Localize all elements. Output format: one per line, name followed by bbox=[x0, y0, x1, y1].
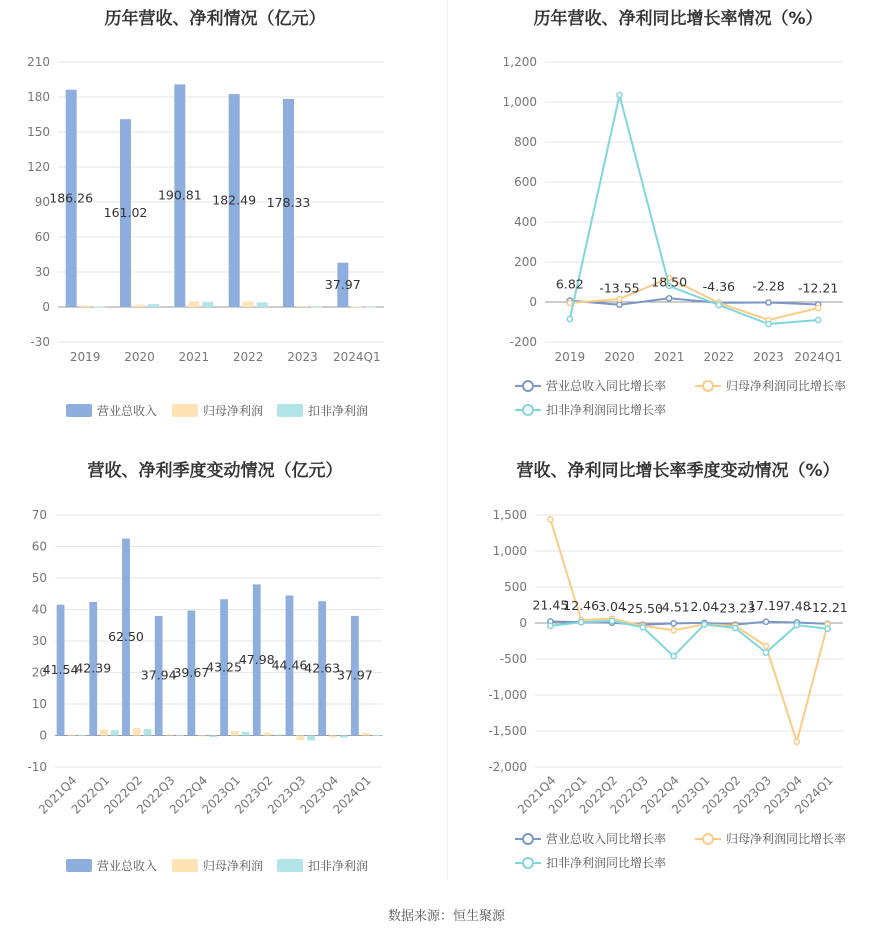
bar-deducted-profit bbox=[209, 736, 217, 738]
annual-amount-svg bbox=[0, 0, 430, 430]
legend-swatch bbox=[172, 859, 198, 872]
bar-data-label: 190.81 bbox=[157, 187, 202, 203]
legend-label: 归母净利润同比增长率 bbox=[726, 832, 847, 846]
bar-data-label: 39.67 bbox=[173, 665, 210, 681]
line-data-label: 21.45 bbox=[532, 597, 569, 613]
x-tick-label: 2019 bbox=[554, 350, 586, 364]
line-point bbox=[640, 625, 645, 630]
legend-label: 扣非净利润 bbox=[308, 859, 369, 873]
x-tick-label: 2022Q4 bbox=[638, 773, 682, 817]
bar-data-label: 37.97 bbox=[336, 667, 373, 683]
x-tick-label: 2021 bbox=[653, 350, 685, 364]
line-data-label: -4.36 bbox=[702, 278, 736, 294]
y-tick-label: 1,000 bbox=[492, 544, 527, 558]
bar-net-profit bbox=[297, 306, 308, 307]
y-tick-label: 120 bbox=[27, 160, 50, 174]
x-tick-label: 2021 bbox=[178, 350, 210, 364]
x-tick-label: 2022 bbox=[703, 350, 735, 364]
line-point bbox=[733, 625, 738, 630]
bar-data-label: 37.97 bbox=[324, 276, 361, 292]
y-tick-label: 40 bbox=[31, 602, 47, 617]
y-tick-label: 0 bbox=[42, 300, 50, 314]
y-tick-label: -500 bbox=[499, 652, 527, 666]
legend-marker bbox=[523, 858, 533, 868]
line-data-label: -4.51 bbox=[657, 599, 690, 615]
line-point bbox=[794, 739, 799, 744]
bar-deducted-profit bbox=[148, 304, 159, 307]
y-tick-label: 0 bbox=[529, 295, 537, 309]
line-point bbox=[617, 296, 622, 301]
bar-deducted-profit bbox=[365, 307, 376, 308]
line-point bbox=[763, 650, 768, 655]
y-tick-label: 210 bbox=[27, 55, 50, 69]
y-tick-label: 180 bbox=[27, 90, 50, 104]
line-data-label: 12.46 bbox=[563, 598, 600, 614]
line-point bbox=[671, 628, 676, 633]
y-tick-label: 600 bbox=[514, 175, 537, 189]
quarterly-amount-svg bbox=[0, 452, 430, 882]
quarterly-growth-chart bbox=[463, 452, 893, 882]
bar-data-label: 42.63 bbox=[304, 660, 341, 676]
line-point bbox=[766, 300, 771, 305]
bar-deducted-profit bbox=[94, 307, 105, 308]
x-tick-label: 2024Q1 bbox=[792, 773, 836, 817]
line-net-growth bbox=[550, 519, 827, 741]
line-point bbox=[567, 300, 572, 305]
y-tick-label: -1,000 bbox=[488, 688, 527, 702]
x-tick-label: 2024Q1 bbox=[333, 350, 381, 364]
line-data-label: 2.04 bbox=[690, 598, 719, 614]
line-data-label: 17.19 bbox=[748, 597, 784, 613]
x-tick-label: 2020 bbox=[124, 350, 155, 364]
line-point bbox=[763, 643, 768, 648]
bar-net-profit bbox=[67, 735, 75, 736]
line-data-label: -12.21 bbox=[798, 280, 839, 296]
line-point bbox=[763, 619, 768, 624]
x-tick-label: 2024Q1 bbox=[330, 773, 374, 817]
y-tick-label: 30 bbox=[31, 634, 47, 648]
legend-swatch bbox=[277, 404, 303, 417]
bar-net-profit bbox=[166, 735, 174, 736]
line-point bbox=[671, 621, 676, 626]
bar-net-profit bbox=[264, 733, 272, 736]
line-deducted-growth bbox=[550, 621, 827, 656]
legend-label: 归母净利润 bbox=[203, 859, 264, 873]
bar-deducted-profit bbox=[78, 735, 86, 736]
legend-swatch bbox=[277, 859, 303, 872]
bar-data-label: 186.26 bbox=[49, 190, 94, 206]
line-point bbox=[609, 618, 614, 623]
bar-net-profit bbox=[100, 730, 108, 736]
legend-marker bbox=[703, 834, 713, 844]
legend-label: 扣非净利润 bbox=[308, 404, 369, 418]
y-tick-label: -30 bbox=[30, 335, 50, 349]
bar-data-label: 178.33 bbox=[266, 194, 311, 210]
quarterly-growth-svg bbox=[463, 452, 893, 882]
legend-label: 归母净利润同比增长率 bbox=[726, 379, 847, 393]
line-data-label: -2.28 bbox=[752, 278, 785, 294]
x-tick-label: 2023Q4 bbox=[297, 773, 342, 817]
x-tick-label: 2023Q3 bbox=[730, 773, 775, 817]
line-point bbox=[617, 92, 622, 97]
bar-deducted-profit bbox=[144, 729, 152, 736]
y-tick-label: 60 bbox=[31, 539, 47, 554]
bar-net-profit bbox=[133, 728, 141, 735]
line-point bbox=[667, 296, 672, 301]
bar-data-label: 47.98 bbox=[238, 651, 275, 667]
bar-net-profit bbox=[351, 306, 362, 307]
bar-data-label: 62.50 bbox=[108, 629, 144, 645]
legend-label: 扣非净利润同比增长率 bbox=[546, 403, 667, 417]
y-tick-label: 500 bbox=[504, 580, 527, 594]
bar-deducted-profit bbox=[242, 732, 250, 736]
y-tick-label: 1,200 bbox=[502, 55, 537, 69]
y-tick-label: 20 bbox=[31, 665, 47, 680]
y-tick-label: 60 bbox=[34, 230, 50, 244]
legend-label: 扣非净利润同比增长率 bbox=[546, 856, 667, 870]
x-tick-label: 2023Q2 bbox=[699, 773, 744, 817]
bar-data-label: 182.49 bbox=[212, 192, 257, 208]
y-tick-label: -1,500 bbox=[488, 724, 527, 738]
legend-marker bbox=[523, 405, 533, 415]
legend-marker bbox=[523, 834, 533, 844]
y-tick-label: 1,500 bbox=[492, 508, 527, 522]
x-tick-label: 2023Q2 bbox=[232, 773, 276, 817]
bar-deducted-profit bbox=[257, 302, 268, 307]
legend-swatch bbox=[66, 404, 92, 417]
line-point bbox=[816, 317, 821, 322]
bar-data-label: 44.46 bbox=[271, 657, 308, 673]
bar-net-profit bbox=[231, 731, 239, 735]
line-point bbox=[548, 623, 553, 628]
x-tick-label: 2022Q2 bbox=[576, 773, 621, 817]
bar-net-profit bbox=[134, 305, 145, 307]
x-tick-label: 2023Q4 bbox=[761, 773, 805, 817]
line-point bbox=[617, 302, 622, 307]
x-tick-label: 2021Q4 bbox=[514, 773, 559, 817]
bar-deducted-profit bbox=[373, 735, 381, 736]
y-tick-label: -2,000 bbox=[488, 760, 527, 774]
chart-title: 营收、净利季度变动情况（亿元） bbox=[87, 461, 343, 481]
x-tick-label: 2022 bbox=[232, 350, 264, 364]
legend-marker bbox=[703, 381, 713, 391]
bar-data-label: 42.39 bbox=[75, 660, 112, 676]
bar-deducted-profit bbox=[311, 307, 322, 308]
y-tick-label: 70 bbox=[31, 508, 47, 522]
y-tick-label: 90 bbox=[34, 195, 50, 209]
bar-data-label: 37.94 bbox=[140, 667, 177, 683]
legend-label: 营业总收入同比增长率 bbox=[546, 832, 667, 846]
legend-marker bbox=[523, 381, 533, 391]
line-point bbox=[816, 305, 821, 310]
x-tick-label: 2022Q3 bbox=[607, 773, 651, 817]
line-data-label: -23.23 bbox=[715, 600, 756, 616]
bar-net-profit bbox=[329, 736, 337, 738]
x-tick-label: 2022Q1 bbox=[68, 773, 113, 817]
line-data-label: 7.48 bbox=[782, 598, 811, 614]
bar-net-profit bbox=[188, 301, 199, 307]
bar-net-profit bbox=[80, 305, 91, 307]
y-tick-label: 0 bbox=[39, 728, 47, 743]
x-tick-label: 2023Q1 bbox=[199, 773, 243, 817]
y-tick-label: 50 bbox=[31, 571, 47, 585]
legend-label: 营业总收入 bbox=[97, 404, 158, 418]
legend-swatch bbox=[172, 404, 198, 417]
bar-deducted-profit bbox=[202, 302, 213, 307]
x-tick-label: 2022Q4 bbox=[166, 773, 211, 817]
bar-deducted-profit bbox=[274, 735, 282, 736]
x-tick-label: 2022Q2 bbox=[101, 773, 145, 817]
x-tick-label: 2021Q4 bbox=[35, 773, 80, 817]
bar-deducted-profit bbox=[111, 730, 119, 735]
line-point bbox=[579, 620, 584, 625]
line-point bbox=[766, 321, 771, 326]
bar-net-profit bbox=[362, 733, 370, 736]
y-tick-label: 800 bbox=[514, 135, 537, 149]
annual-growth-chart bbox=[463, 0, 893, 430]
quarterly-amount-chart bbox=[0, 452, 430, 882]
y-tick-label: 400 bbox=[514, 215, 537, 229]
bar-deducted-profit bbox=[176, 735, 184, 736]
panel-divider bbox=[447, 0, 448, 880]
line-point bbox=[794, 623, 799, 628]
x-tick-label: 2022Q3 bbox=[133, 773, 178, 817]
bar-data-label: 41.54 bbox=[42, 662, 79, 678]
line-point bbox=[716, 302, 721, 307]
y-tick-label: -10 bbox=[27, 760, 47, 774]
annual-growth-svg bbox=[463, 0, 893, 430]
x-tick-label: 2023Q1 bbox=[668, 773, 713, 817]
legend-label: 归母净利润 bbox=[203, 404, 264, 418]
line-point bbox=[548, 517, 553, 522]
x-tick-label: 2023Q3 bbox=[264, 773, 309, 817]
line-data-label: -25.50 bbox=[622, 600, 663, 616]
data-source: 数据来源：恒生聚源 bbox=[387, 909, 505, 924]
line-point bbox=[825, 626, 830, 631]
line-point bbox=[671, 654, 676, 659]
y-tick-label: 10 bbox=[31, 697, 47, 711]
x-tick-label: 2020 bbox=[604, 350, 635, 364]
y-tick-label: -200 bbox=[509, 335, 537, 349]
legend-label: 营业总收入 bbox=[97, 859, 158, 873]
chart-title: 历年营收、净利情况（亿元） bbox=[104, 9, 326, 29]
legend-swatch bbox=[66, 859, 92, 872]
x-tick-label: 2023 bbox=[287, 350, 318, 364]
line-data-label: 3.04 bbox=[598, 598, 626, 614]
bar-net-profit bbox=[198, 736, 206, 737]
line-point bbox=[702, 622, 707, 627]
line-point bbox=[567, 316, 572, 321]
y-tick-label: 1,000 bbox=[502, 95, 537, 109]
line-data-label: 6.82 bbox=[555, 276, 584, 292]
chart-title: 营收、净利同比增长率季度变动情况（%） bbox=[516, 461, 840, 481]
line-data-label: -13.55 bbox=[599, 280, 640, 296]
legend-label: 营业总收入同比增长率 bbox=[546, 379, 667, 393]
chart-title: 历年营收、净利同比增长率情况（%） bbox=[533, 9, 823, 29]
bar-data-label: 43.25 bbox=[206, 659, 242, 675]
bar-net-profit bbox=[296, 736, 304, 741]
y-tick-label: 150 bbox=[27, 125, 50, 139]
x-tick-label: 2024Q1 bbox=[794, 350, 842, 364]
line-data-label: 18.50 bbox=[651, 274, 688, 290]
x-tick-label: 2023 bbox=[753, 350, 784, 364]
line-data-label: -12.21 bbox=[807, 599, 848, 615]
y-tick-label: 200 bbox=[514, 255, 537, 269]
bar-net-profit bbox=[243, 302, 254, 307]
x-tick-label: 2019 bbox=[69, 350, 101, 364]
bar-deducted-profit bbox=[340, 736, 348, 738]
bar-data-label: 161.02 bbox=[103, 205, 148, 221]
y-tick-label: 0 bbox=[519, 616, 527, 630]
bar-deducted-profit bbox=[307, 736, 315, 741]
annual-amount-chart bbox=[0, 0, 430, 430]
x-tick-label: 2022Q1 bbox=[545, 773, 590, 817]
y-tick-label: 30 bbox=[34, 265, 50, 279]
